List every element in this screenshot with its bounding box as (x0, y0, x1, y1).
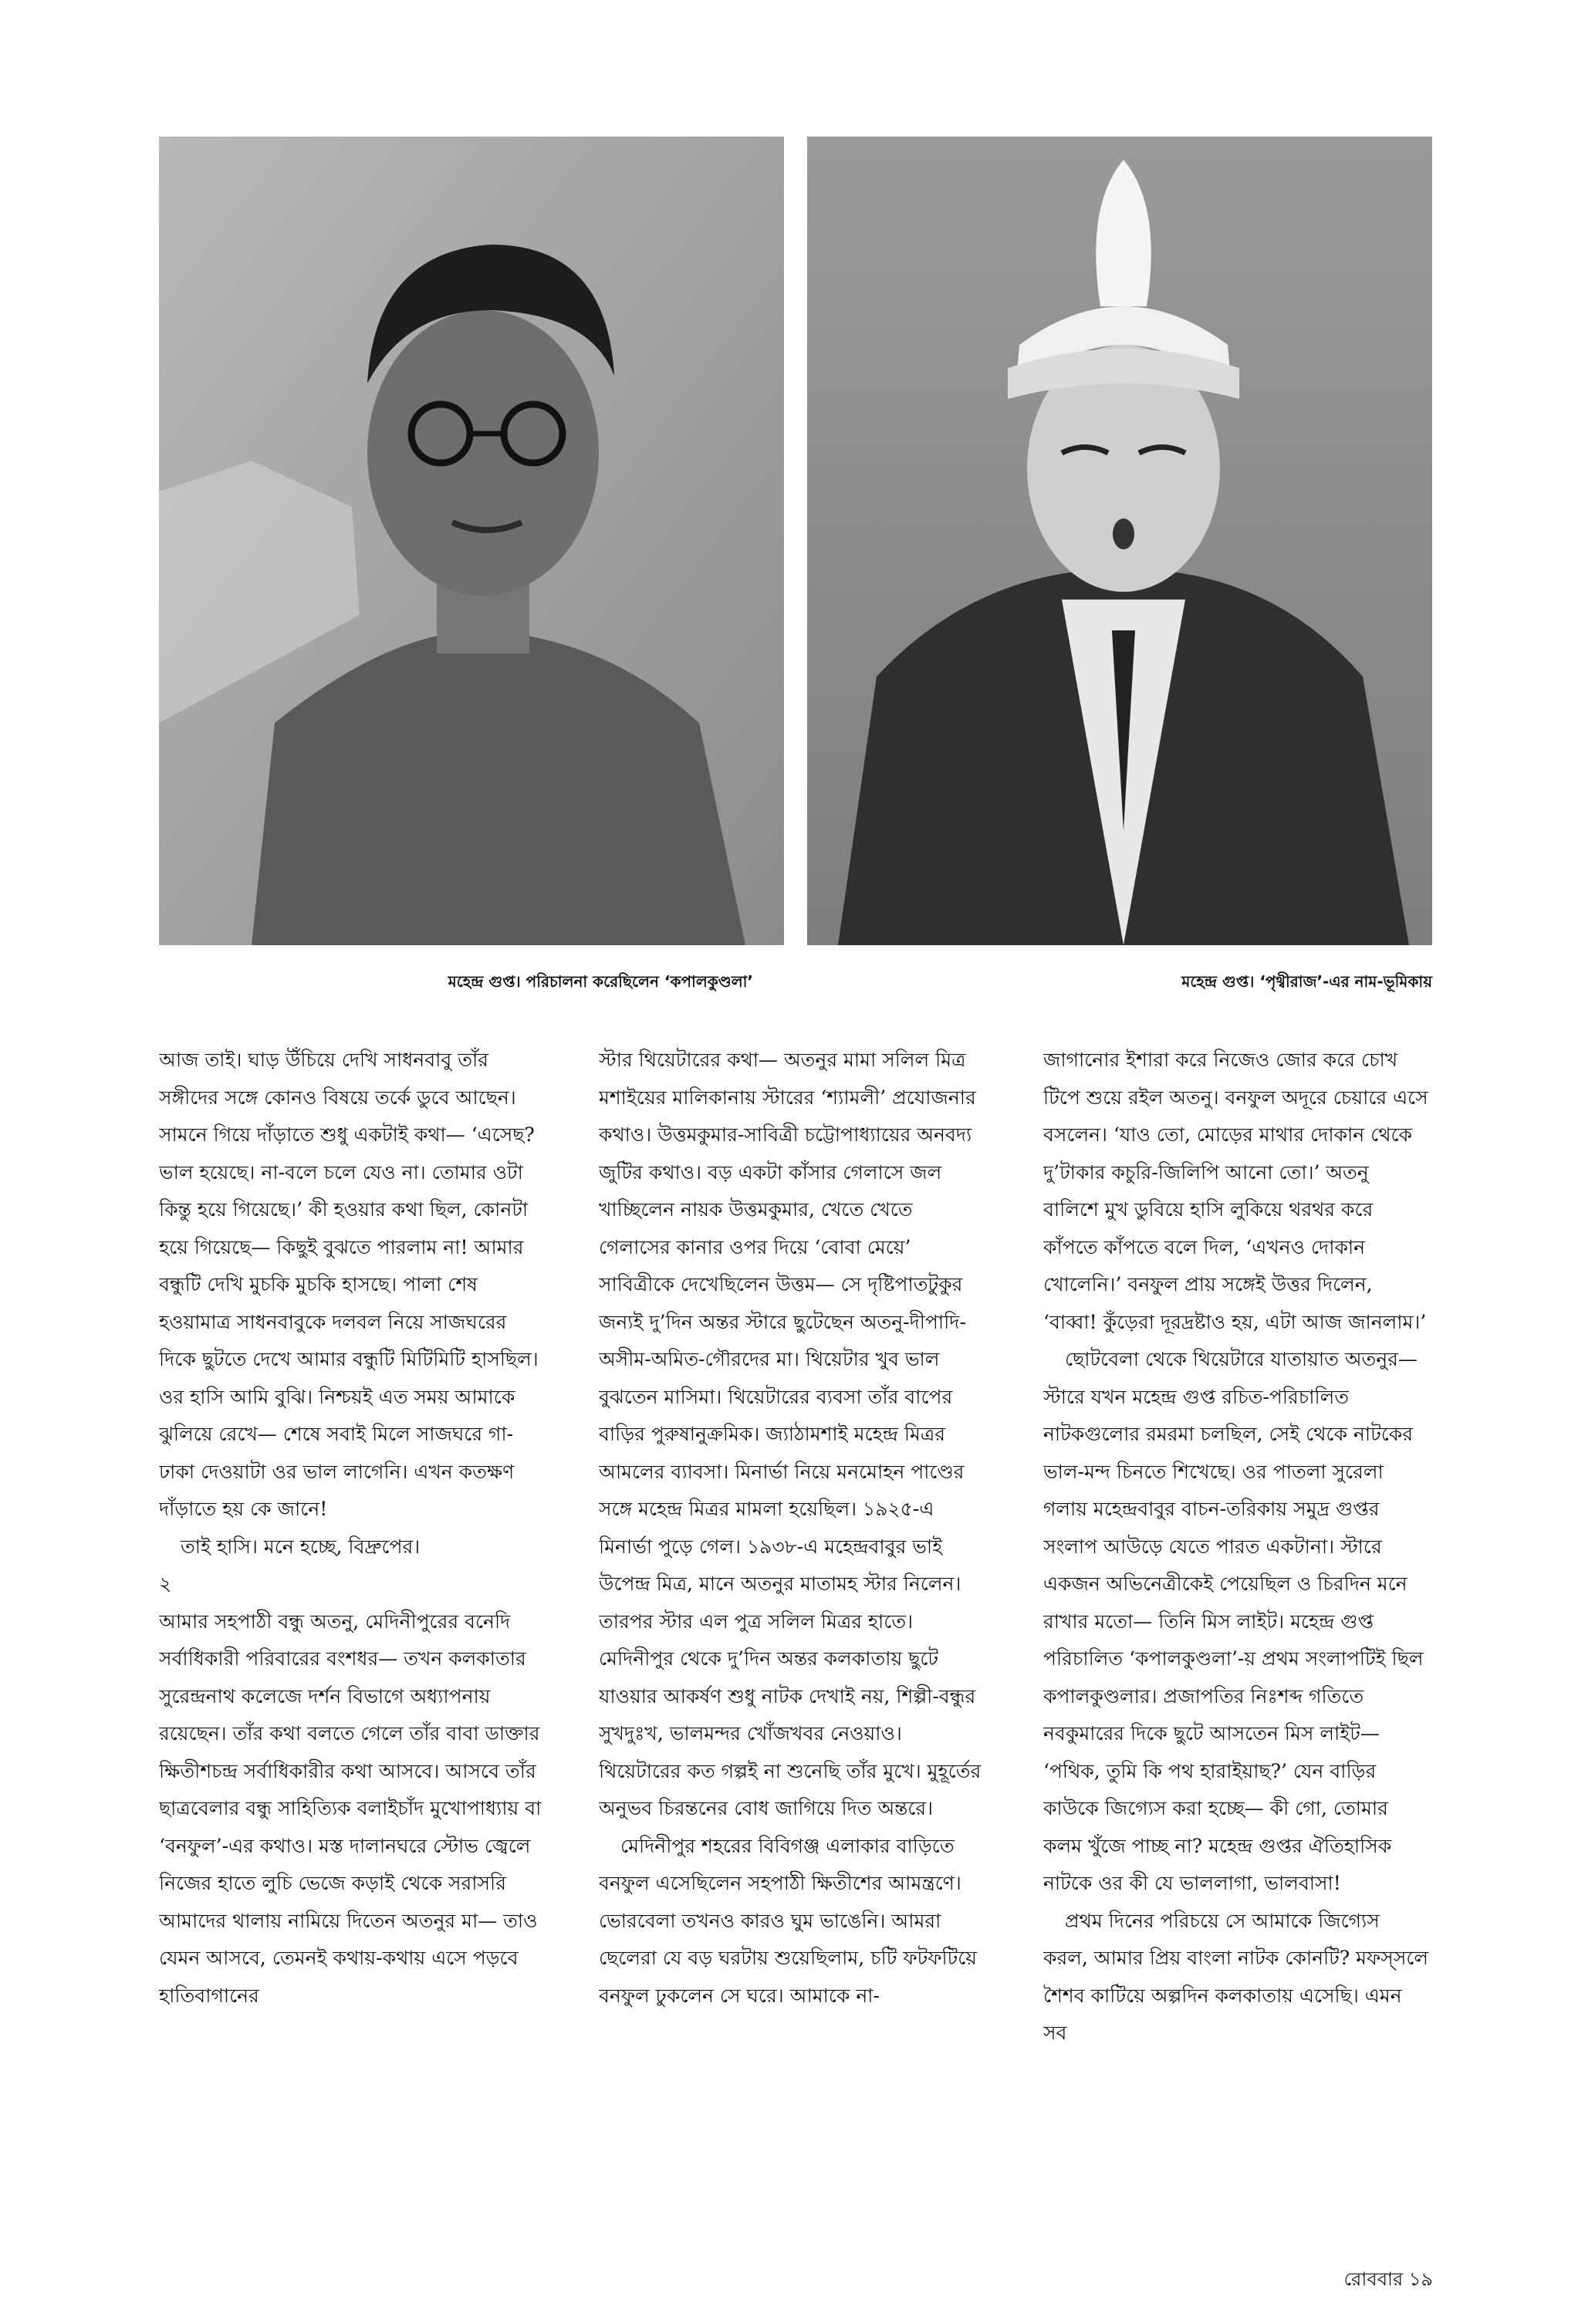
page-folio: রোববার ১৯ (1343, 2268, 1433, 2290)
paragraph: জাগানোর ইশারা করে নিজেও জোর করে চোখ টিপে শুয়ে রইল অতনু। বনফুল অদূরে চেয়ারে এসে বসলেন। ‘যাও তো, মোড়ের মাথার দোকান থেকে দু’টাকার কচুরি-জিলিপি আনো তো।’ অতনু বালিশে মুখ ডুবিয়ে হাসি লুকিয়ে থরথর করে কাঁপতে কাঁপতে বলে দিল, ‘এখনও দোকান খোলেনি।’ বনফুল প্রায় সঙ্গেই উত্তর দিলেন, ‘বাব্বা! কুঁড়েরা দূরদ্রষ্টাও হয়, এটা আজ জানলাম।’ (1043, 1049, 1428, 1333)
paragraph: ছোটবেলা থেকে থিয়েটারে যাতায়াত অতনুর— স্টারে যখন মহেন্দ্র গুপ্ত রচিত-পরিচালিত নাটকগুলোর রমরমা চলছিল, সেই থেকে নাটকের ভাল-মন্দ চিনতে শিখেছে। ওর পাতলা সুরেলা গলায় মহেন্দ্রবাবুর বাচন-তরিকায় সমুদ্র গুপ্তর সংলাপ আউড়ে যেতে পারত একটানা। স্টারে একজন অভিনেত্রীকেই পেয়েছিল ও চিরদিন মনে রাখার মতো— তিনি মিস লাইট। মহেন্দ্র গুপ্ত পরিচালিত ‘কপালকুণ্ডলা’-য় প্রথম সংলাপটিই ছিল কপালকুণ্ডলার। প্রজাপতির নিঃশব্দ গতিতে নবকুমারের দিকে ছুটে আসতেন মিস লাইট— ‘পথিক, তুমি কি পথ হারাইয়াছ?’ যেন বাড়ির কাউকে জিগ্যেস করা হচ্ছে— কী গো, তোমার কলম খুঁজে পাচ্ছ না? মহেন্দ্র গুপ্তর ঐতিহাসিক নাটকে ওর কী যে ভাললাগা, ভালবাসা! (1043, 1348, 1424, 1894)
portrait-image (159, 137, 784, 945)
article-column-2 (599, 1042, 985, 2176)
section-number: ২ (159, 1572, 172, 1595)
photo-prithviraj-role (807, 137, 1432, 945)
paragraph: স্টার থিয়েটারের কথা— অতনুর মামা সলিল মিত্র মশাইয়ের মালিকানায় স্টারের ‘শ্যামলী’ প্রযোজনার কথাও। উত্তমকুমার-সাবিত্রী চট্টোপাধ্যায়ের অনবদ্য জুটির কথাও। বড় একটা কাঁসার গেলাসে জল খাচ্ছিলেন নায়ক উত্তমকুমার, খেতে খেতে গেলাসের কানার ওপর দিয়ে ‘বোবা মেয়ে’ সাবিত্রীকে দেখেছিলেন উত্তম— সে দৃষ্টিপাতটুকুর জন্যই দু’দিন অন্তর স্টারে ছুটেছেন অতনু-দীপাদি-অসীম-অমিত-গৌরদের মা। থিয়েটার খুব ভাল বুঝতেন মাসিমা। থিয়েটারের ব্যবসা তাঁর বাপের বাড়ির পুরুষানুক্রমিক। জ্যাঠামশাই মহেন্দ্র মিত্রর আমলের ব্যাবসা। মিনার্ভা নিয়ে মনমোহন পাণ্ডের সঙ্গে মহেন্দ্র মিত্রর মামলা হয়েছিল। ১৯২৫-এ মিনার্ভা পুড়ে গেল। ১৯৩৮-এ মহেন্দ্রবাবুর ভাই উপেন্দ্র মিত্র, মানে অতনুর মাতামহ স্টার নিলেন। তারপর স্টার এল পুত্র সলিল মিত্রর হাতে। মেদিনীপুর থেকে দু’দিন অন্তর কলকাতায় ছুটে যাওয়ার আকর্ষণ শুধু নাটক দেখাই নয়, শিল্পী-বন্ধুর সুখদুঃখ, ভালমন্দর খোঁজখবর নেওয়াও। থিয়েটারের কত গল্পই না শুনেছি তাঁর মুখে। মুহূর্তের অনুভব চিরন্তনের বোধ জাগিয়ে দিত অন্তরে। (599, 1049, 982, 1819)
paragraph: তাই হাসি। মনে হচ্ছে, বিদ্রুপের। (181, 1535, 421, 1558)
paragraph: মেদিনীপুর শহরের বিবিগঞ্জ এলাকার বাড়িতে বনফুল এসেছিলেন সহপাঠী ক্ষিতীশের আমন্ত্রণে। ভোরবেলা তখনও কারও ঘুম ভাঙেনি। আমরা ছেলেরা যে বড় ঘরটায় শুয়েছিলাম, চটি ফটফটিয়ে বনফুল ঢুকলেন সে ঘরে। আমাকে না- (599, 1834, 978, 2007)
photo-caption-left: মহেন্দ্র গুপ্ত। পরিচালনা করেছিলেন ‘কপালকুণ্ডলা’ (448, 972, 753, 991)
portrait-image (807, 137, 1432, 945)
paragraph: আমার সহপাঠী বন্ধু অতনু, মেদিনীপুরের বনেদি সর্বাধিকারী পরিবারের বংশধর— তখন কলকাতার সুরেন্দ্রনাথ কলেজে দর্শন বিভাগে অধ্যাপনায় রয়েছেন। তাঁর কথা বলতে গেলে তাঁর বাবা ডাক্তার ক্ষিতীশচন্দ্র সর্বাধিকারীর কথা আসবে। আসবে তাঁর ছাত্রবেলার বন্ধু সাহিত্যিক বলাইচাঁদ মুখোপাধ্যায় বা ‘বনফুল’-এর কথাও। মস্ত দালানঘরে স্টোভ জ্বেলে নিজের হাতে লুচি ভেজে কড়াই থেকে সরাসরি আমাদের থালায় নামিয়ে দিতেন অতনুর মা— তাও যেমন আসবে, তেমনই কথায়-কথায় এসে পড়বে হাতিবাগানের (159, 1610, 542, 2007)
paragraph: প্রথম দিনের পরিচয়ে সে আমাকে জিগ্যেস করল, আমার প্রিয় বাংলা নাটক কোনটি? মফস্সলে শৈশব কাটিয়ে অল্পদিন কলকাতায় এসেছি। এমন সব (1043, 1909, 1429, 2044)
article-column-1 (159, 1042, 545, 2176)
article-column-3 (1043, 1042, 1429, 2176)
photo-caption-right: মহেন্দ্র গুপ্ত। ‘পৃথ্বীরাজ’-এর নাম-ভূমিকায় (1181, 972, 1432, 991)
paragraph: আজ তাই। ঘাড় উঁচিয়ে দেখি সাধনবাবু তাঁর সঙ্গীদের সঙ্গে কোনও বিষয়ে তর্কে ডুবে আছেন। সামনে গিয়ে দাঁড়াতে শুধু একটাই কথা— ‘এসেছ? ভাল হয়েছে। না-বলে চলে যেও না। তোমার ওটা কিন্তু হয়ে গিয়েছে।’ কী হওয়ার কথা ছিল, কোনটা হয়ে গিয়েছে— কিছুই বুঝতে পারলাম না! আমার বন্ধুটি দেখি মুচকি মুচকি হাসছে। পালা শেষ হওয়ামাত্র সাধনবাবুকে দলবল নিয়ে সাজঘরের দিকে ছুটতে দেখে আমার বন্ধুটি মিটিমিটি হাসছিল। ওর হাসি আমি বুঝি। নিশ্চয়ই এত সময় আমাকে ঝুলিয়ে রেখে— শেষে সবাই মিলে সাজঘরে গা-ঢাকা দেওয়াটা ওর ভাল লাগেনি। এখন কতক্ষণ দাঁড়াতে হয় কে জানে! (159, 1049, 539, 1520)
photo-mahendra-gupta-portrait (159, 137, 784, 945)
